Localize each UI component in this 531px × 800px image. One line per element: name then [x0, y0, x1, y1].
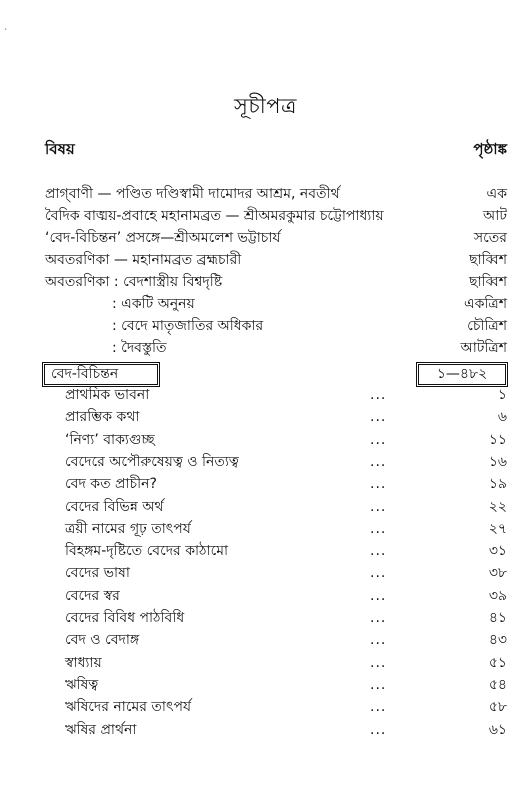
front-matter-row: [0, 227, 531, 249]
entry-page: ছাব্বিশ: [469, 252, 507, 268]
chapter-page: ৫৮: [488, 699, 507, 715]
leader-dots: ...: [370, 432, 387, 448]
leader-dots: ...: [370, 610, 387, 626]
leader-dots: ...: [370, 521, 387, 537]
chapter-page: ৩৯: [488, 588, 507, 604]
entry-title: : বেদে মাতৃজাতির অধিকার: [112, 318, 264, 334]
chapter-page: ১৯: [488, 476, 507, 492]
leader-dots: ...: [370, 655, 387, 671]
entry-page: একত্রিশ: [463, 296, 507, 312]
chapter-row: [0, 652, 531, 674]
margin-mark: `: [4, 28, 8, 37]
chapter-row: [0, 629, 531, 651]
chapter-row: [0, 518, 531, 540]
chapter-title: ত্রয়ী নামের গূঢ় তাৎপর্য: [65, 521, 191, 537]
chapter-page: ২২: [488, 499, 507, 515]
chapter-title: বিহঙ্গম-দৃষ্টিতে বেদের কাঠামো: [65, 543, 229, 559]
chapter-title: বেদ কত প্রাচীন?: [65, 476, 157, 492]
leader-dots: ...: [370, 454, 387, 470]
leader-dots: ...: [370, 677, 387, 693]
chapter-title: প্রাথমিক ভাবনা: [65, 387, 150, 403]
entry-page: আট: [483, 208, 507, 224]
chapter-page: ২৭: [488, 521, 507, 537]
chapter-row: [0, 585, 531, 607]
leader-dots: ...: [370, 409, 387, 425]
entry-title: অবতরণিকা : বেদশাস্ত্রীয় বিশ্বদৃষ্টি: [45, 274, 223, 290]
page-number-header: পৃষ্ঠাঙ্ক: [473, 140, 507, 158]
leader-dots: ...: [370, 632, 387, 648]
chapter-row: [0, 562, 531, 584]
leader-dots: ...: [370, 499, 387, 515]
front-matter-row: [0, 205, 531, 227]
chapter-page: ৪১: [488, 610, 507, 626]
chapter-page: ৩১: [488, 543, 507, 559]
chapter-row: [0, 406, 531, 428]
chapter-title: বেদ ও বেদাঙ্গ: [65, 632, 140, 648]
chapter-title: ঋষিত্ব: [65, 677, 99, 693]
chapter-title: বেদের ভাষা: [65, 565, 130, 581]
entry-title: ‘বেদ-বিচিন্তন’ প্রসঙ্গে—শ্রীঅমলেশ ভট্টাচার্য: [45, 230, 281, 246]
chapter-title: বেদের স্বর: [65, 588, 120, 604]
front-matter-row: [0, 293, 531, 315]
leader-dots: ...: [370, 588, 387, 604]
chapter-title: বেদের বিবিধ পাঠবিধি: [65, 610, 185, 626]
chapter-title: প্রারম্ভিক কথা: [65, 409, 140, 425]
chapter-title: ঋষিদের নামের তাৎপর্য: [65, 699, 192, 715]
entry-page: ছাব্বিশ: [469, 274, 507, 290]
leader-dots: ...: [370, 387, 387, 403]
front-matter-row: [0, 337, 531, 359]
chapter-page: ৬১: [488, 722, 507, 738]
front-matter-row: [0, 183, 531, 205]
leader-dots: ...: [370, 476, 387, 492]
front-matter-row: [0, 249, 531, 271]
section-title-box: বেদ-বিচিন্তন: [44, 364, 158, 385]
leader-dots: ...: [370, 543, 387, 559]
chapter-row: [0, 384, 531, 406]
leader-dots: ...: [370, 699, 387, 715]
chapter-page: ৪৩: [488, 632, 507, 648]
chapter-row: [0, 696, 531, 718]
chapter-title: বেদের বিভিন্ন অর্থ: [65, 499, 164, 515]
chapter-title: বেদেরে অপৌরুষেয়ত্ব ও নিত্যত্ব: [65, 454, 239, 470]
page-title: সূচীপত্র: [234, 94, 297, 118]
chapter-row: [0, 429, 531, 451]
chapter-title: স্বাধ্যায়: [65, 655, 102, 671]
front-matter-row: [0, 315, 531, 337]
entry-page: চৌত্রিশ: [467, 318, 507, 334]
chapter-page: ১১: [488, 432, 507, 448]
entry-page: আটত্রিশ: [460, 340, 507, 356]
chapter-page: ৬: [497, 409, 507, 425]
chapter-page: ১: [497, 387, 507, 403]
chapter-page: ৩৮: [488, 565, 507, 581]
entry-page: সতের: [473, 230, 507, 246]
leader-dots: ...: [370, 565, 387, 581]
front-matter-row: [0, 271, 531, 293]
entry-title: : একটি অনুনয়: [112, 296, 195, 312]
entry-title: অবতরণিকা — মহানামব্রত ব্রহ্মচারী: [45, 252, 242, 268]
chapter-row: [0, 496, 531, 518]
chapter-row: [0, 607, 531, 629]
chapter-row: [0, 451, 531, 473]
chapter-row: [0, 473, 531, 495]
chapter-row: [0, 674, 531, 696]
subject-header: বিষয়: [45, 140, 75, 158]
chapter-title: ‘নিণ্য’ বাক্যগুচ্ছ: [65, 432, 155, 448]
chapter-page: ১৬: [488, 454, 507, 470]
entry-title: প্রাগ্‌বাণী — পণ্ডিত দণ্ডিস্বামী দামোদর আশ্রম, নবতীর্থ: [45, 186, 340, 202]
chapter-row: [0, 540, 531, 562]
entry-title: বৈদিক বাঙ্ময়-প্রবাহে মহানামব্রত — শ্রীঅমরকুমার চট্টোপাধ্যায়: [45, 208, 384, 224]
entry-title: : দৈবস্তুতি: [112, 340, 167, 356]
leader-dots: ...: [370, 722, 387, 738]
chapter-page: ৫৪: [488, 677, 507, 693]
chapter-title: ঋষির প্রার্থনা: [65, 722, 137, 738]
chapter-row: [0, 719, 531, 741]
section-range-box: ১—৪৮২: [418, 364, 506, 385]
entry-page: এক: [486, 186, 507, 202]
chapter-page: ৫১: [488, 655, 507, 671]
